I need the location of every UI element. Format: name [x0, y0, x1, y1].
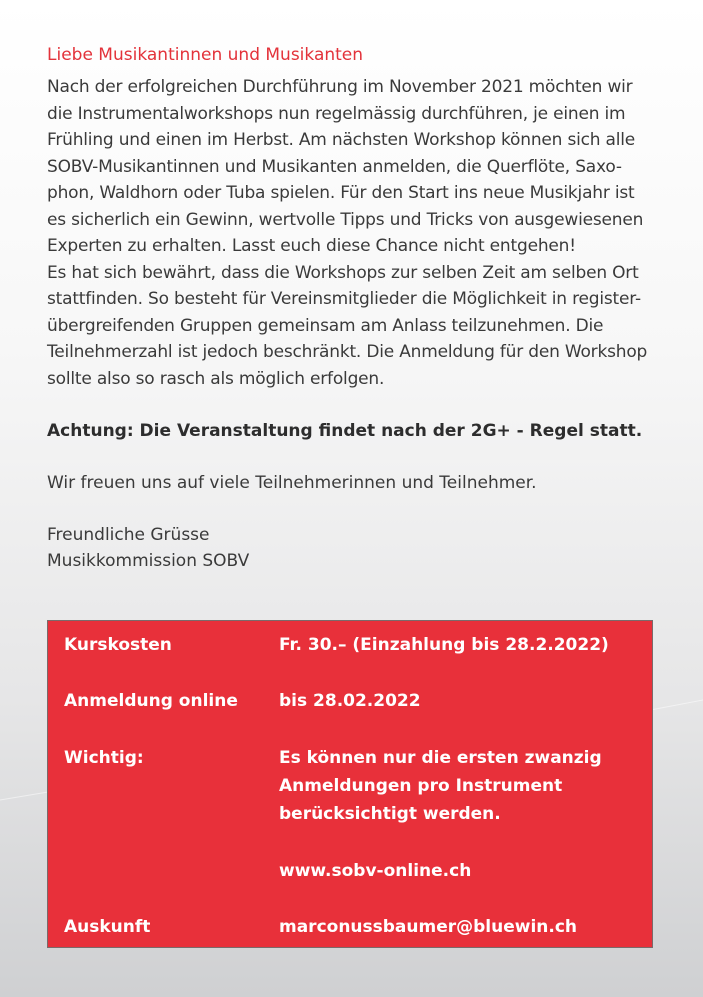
letter-body [47, 74, 662, 392]
info-value-line: Anmeldungen pro Instrument [279, 776, 563, 796]
info-value-line: Fr. 30.– (Einzahlung bis 28.2.2022) [279, 635, 609, 655]
info-value [279, 744, 642, 828]
info-label: Anmeldung online [64, 691, 238, 711]
body-line: Es hat sich bewährt, dass die Workshops zur selben Zeit am selben Ort [47, 262, 639, 283]
info-row-website [64, 857, 642, 885]
spacer [47, 392, 662, 418]
body-line: SOBV-Musikantinnen und Musikanten anmelden, die Querflöte, Saxo- [47, 156, 622, 177]
info-value-line: berücksichtigt werden. [279, 804, 501, 824]
website-link[interactable]: www.sobv-online.ch [279, 861, 472, 881]
info-label [64, 857, 279, 885]
info-row-important [64, 744, 642, 828]
closing-line: Wir freuen uns auf viele Teilnehmerinnen und Teilnehmer. [47, 473, 537, 493]
body-line: sollte also so rasch als möglich erfolgen. [47, 368, 385, 389]
info-value-line: bis 28.02.2022 [279, 691, 421, 711]
email-link[interactable]: marconussbaumer@bluewin.ch [279, 917, 578, 937]
info-row-costs [64, 631, 642, 659]
regards: Freundliche Grüsse [47, 525, 210, 545]
body-line: Nach der erfolgreichen Durchführung im November 2021 möchten wir [47, 77, 633, 97]
body-line: es sicherlich ein Gewinn, wertvolle Tipps und Tricks von ausgewiesenen [47, 209, 644, 230]
body-line: übergreifenden Gruppen gemeinsam am Anlass teilzunehmen. Die [47, 315, 604, 336]
body-line: die Instrumentalworkshops nun regelmässig durchführen, je einen im [47, 103, 626, 124]
info-label: Auskunft [64, 917, 151, 937]
info-value [279, 687, 642, 715]
body-line: stattfinden. So besteht für Vereinsmitglieder die Möglichkeit in register- [47, 289, 641, 309]
body-line: Frühling und einen im Herbst. Am nächsten Workshop können sich alle [47, 130, 636, 150]
body-line: Experten zu erhalten. Lasst euch diese Chance nicht entgehen! [47, 236, 576, 256]
info-box [47, 620, 653, 948]
info-value [279, 913, 642, 941]
info-label: Kurskosten [64, 635, 172, 655]
body-line: Teilnehmerzahl ist jedoch beschränkt. Die Anmeldung für den Workshop [47, 342, 648, 362]
spacer [47, 444, 662, 470]
info-row-registration [64, 687, 642, 715]
info-value [279, 631, 642, 659]
info-row-contact [64, 913, 642, 941]
covid-notice: Achtung: Die Veranstaltung findet nach der 2G+ - Regel statt. [47, 421, 643, 441]
signature: Musikkommission SOBV [47, 551, 250, 571]
info-label: Wichtig: [64, 748, 144, 768]
spacer [47, 496, 662, 522]
letter [47, 42, 662, 574]
info-value [279, 857, 642, 885]
body-line: phon, Waldhorn oder Tuba spielen. Für den Start ins neue Musikjahr ist [47, 183, 635, 203]
info-value-line: Es können nur die ersten zwanzig [279, 748, 602, 768]
letter-greeting: Liebe Musikantinnen und Musikanten [47, 45, 364, 65]
